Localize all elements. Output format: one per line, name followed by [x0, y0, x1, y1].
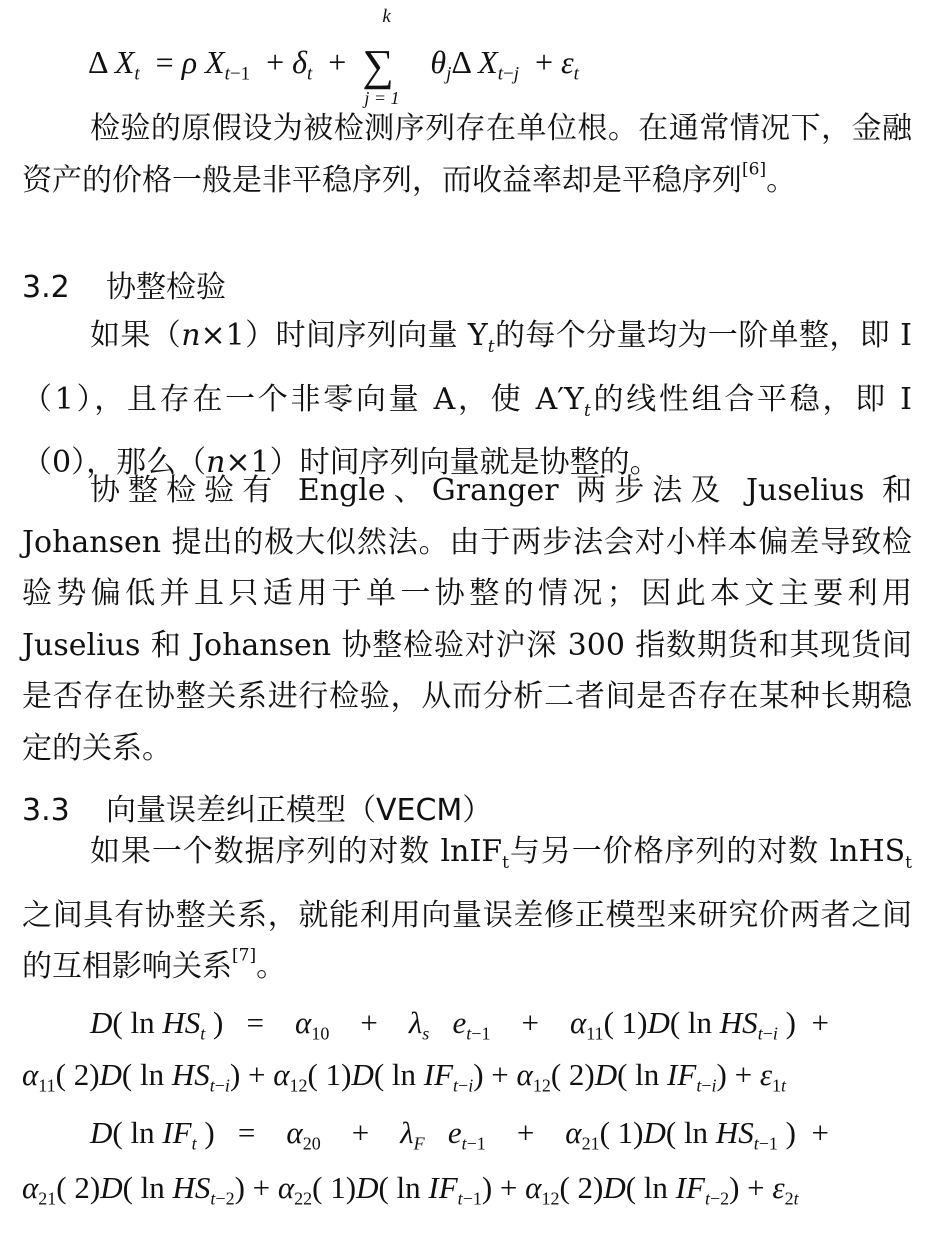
subscript-t: t — [487, 337, 495, 357]
vecm-equation-2-line-2: $\alpha_{21}$( 2)D( $\ln HS_{t-2}) + \alpha_{22}$( 1)D( $\ln IF_{t-1}) + \alpha_{12}$( 2)D( $\ln IF_{t-2}) + \varepsilon_{2t}$ — [22, 1170, 799, 1209]
subscript-t: t — [502, 853, 509, 873]
math-n: n — [181, 318, 201, 353]
section-number: 3.3 — [22, 793, 70, 828]
section-heading-3-2 — [22, 262, 226, 306]
methods-text: 协整检验有 Engle、Granger 两步法及 Juselius 和 Johansen 提出的极大似然法。由于两步法会对小样本偏差导致检验势偏低并且只适用于单一协整的情况；因此本文主要利用 Juselius 和 Johansen 协整检验对沪深 300 指数期货和其现货间是否存在协整关系进行检验，从而分析二者间是否存在某种长期稳定的关系。 — [22, 473, 912, 766]
vecm-paragraph — [22, 826, 912, 993]
end-period: 。 — [256, 949, 287, 984]
subscript-t: t — [905, 853, 913, 873]
unit-root-paragraph — [22, 103, 912, 206]
sum-upper-limit: k — [382, 6, 391, 27]
section-number: 3.2 — [22, 270, 70, 305]
text-span: 如果一个数据序列的对数 lnIF — [90, 834, 503, 869]
text-span: 之间具有协整关系，就能利用向量误差修正模型来研究价两者之间的互相影响关系 — [22, 897, 912, 984]
cointegration-methods-paragraph — [22, 465, 912, 774]
text-span: 与另一价格序列的对数 lnHS — [508, 834, 906, 869]
unit-root-text: 检验的原假设为被检测序列存在单位根。在通常情况下，金融资产的价格一般是非平稳序列，而收益率却是平稳序列 — [22, 111, 912, 198]
text-span: 如果（ — [90, 318, 182, 353]
cointegration-definition-paragraph — [22, 310, 912, 489]
subscript-t: t — [583, 400, 591, 421]
text-span: 的每个分量均为一阶单整，即 I（1），且存在一个非零向量 A，使 A′Y — [22, 318, 912, 417]
text-span: ×1）时间序列向量就是协整的。 — [225, 445, 660, 480]
citation-7: [7] — [232, 945, 257, 966]
section-title: 向量误差纠正模型（VECM） — [106, 793, 493, 828]
vecm-equation-1-line-2: $\alpha_{11}$( 2)D( $\ln HS_{t-i}) + \alpha_{12}$( 1)D( $\ln IF_{t-i}) + \alpha_{12}$( 2)D( $\ln IF_{t-i}) + \varepsilon_{1t}$ — [22, 1057, 787, 1096]
math-n: n — [206, 445, 226, 480]
end-period: 。 — [766, 162, 797, 198]
vecm-equation-2-line-1: D( $\ln IF_t$ ) = $\alpha_{20}$ + $\lambda_F$ $e_{t-1}$ + $\alpha_{21}$( 1)D( $\ln HS_{t-1}$ ) + — [90, 1115, 829, 1154]
text-span: 的线性组合平稳，即 I（0），那么（ — [22, 381, 913, 480]
section-heading-3-3 — [22, 785, 492, 829]
sum-lower-limit: j = 1 — [364, 88, 400, 108]
sum-sign: ∑ — [362, 41, 394, 90]
adf-equation: Δ $X_t = \rho$ $X_{t-1} + \delta_t$ + k ∑ j = 1 $\theta_j\Delta$ $X_{t-j} + \varepsilon_t$ — [88, 6, 579, 108]
vecm-equation-1-line-1: D( $\ln HS_t$ ) = $\alpha_{10}$ + $\lambda_s$ $e_{t-1}$ + $\alpha_{11}$( 1)D( $\ln HS_{t-i}$ ) + — [90, 1005, 829, 1044]
text-span: ×1）时间序列向量 Y — [200, 318, 488, 353]
citation-6: [6] — [742, 159, 767, 180]
summation — [362, 6, 414, 108]
section-title: 协整检验 — [106, 270, 226, 305]
